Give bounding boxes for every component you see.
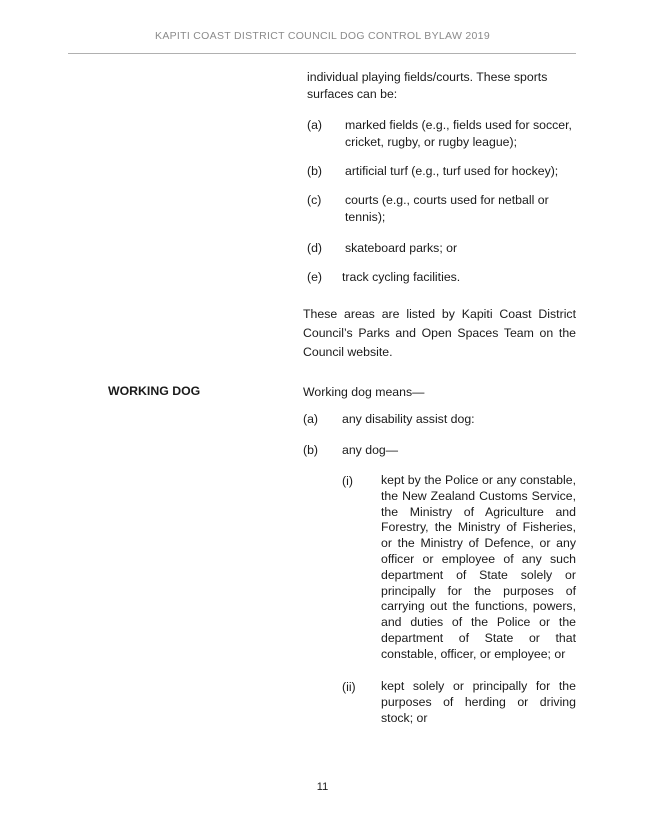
working-dog-item-b-text: any dog—	[342, 443, 399, 457]
header-divider	[68, 53, 576, 54]
sports-item-d-label: (d)	[307, 241, 323, 255]
page-header: KAPITI COAST DISTRICT COUNCIL DOG CONTROL BYLAW 2019	[155, 30, 490, 42]
working-dog-item-a-text: any disability assist dog:	[342, 412, 475, 426]
sports-item-a-text: marked fields (e.g., fields used for soccer, cricket, rugby, or rugby league);	[345, 118, 572, 149]
sports-item-e-label: (e)	[307, 270, 323, 284]
sports-item-e-text: track cycling facilities.	[342, 270, 461, 284]
working-dog-subitem-ii-text: kept solely or principally for the purposes of herding or driving stock; or	[381, 679, 576, 725]
term-working-dog: WORKING DOG	[108, 384, 201, 398]
working-dog-subitem-i-label: (i)	[342, 474, 353, 488]
sports-intro: individual playing fields/courts. These sports surfaces can be:	[307, 70, 548, 101]
sports-listed-note: These areas are listed by Kapiti Coast District Council’s Parks and Open Spaces Team on the Council website.	[303, 307, 576, 359]
working-dog-subitem-i-text: kept by the Police or any constable, the New Zealand Customs Service, the Ministry of Agriculture and Forestry, the Ministry of Fisheries, or the Ministry of Defence, or any officer or employee of any such department of State solely or principally for the purposes of carrying out the functions, powers, and duties of the Police or the department of State or that constable, officer, or employee; or	[381, 473, 576, 661]
working-dog-intro: Working dog means—	[303, 385, 425, 399]
working-dog-subitem-ii-label: (ii)	[342, 680, 356, 694]
working-dog-item-b-label: (b)	[303, 443, 319, 457]
working-dog-item-a-label: (a)	[303, 412, 319, 426]
sports-item-a-label: (a)	[307, 118, 323, 132]
sports-item-b-text: artificial turf (e.g., turf used for hockey);	[345, 164, 559, 178]
sports-item-c-label: (c)	[307, 193, 322, 207]
sports-item-b-label: (b)	[307, 164, 323, 178]
sports-item-c-text: courts (e.g., courts used for netball or tennis);	[345, 193, 549, 224]
sports-item-d-text: skateboard parks; or	[345, 241, 458, 255]
page-number: 11	[316, 781, 329, 793]
